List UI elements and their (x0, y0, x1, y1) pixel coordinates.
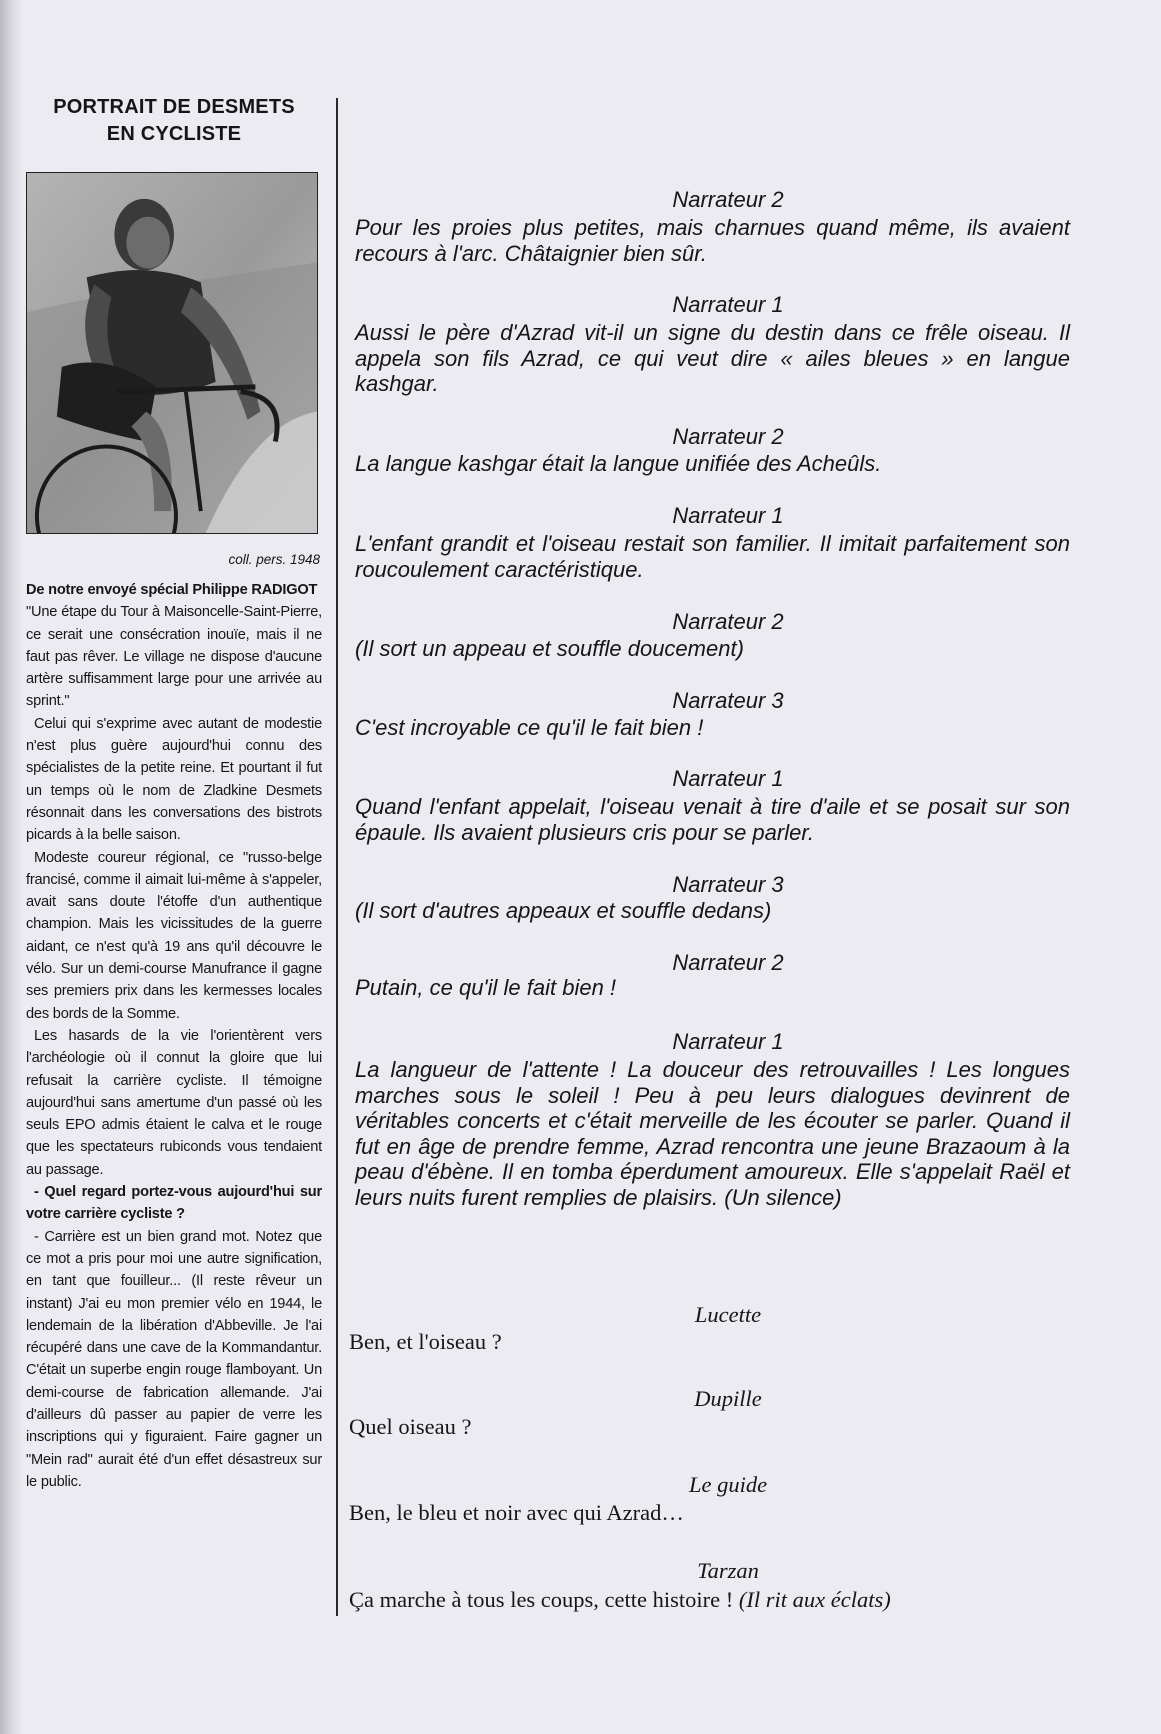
speaker-6: Narrateur 3 (672, 688, 784, 713)
script-line-3: La langue kashgar était la langue unifiée des Acheûls. (355, 451, 882, 476)
speaker-5: Narrateur 2 (672, 609, 784, 634)
script-line-14 (349, 1587, 1064, 1613)
photo-credit: coll. pers. 1948 (228, 552, 320, 567)
speaker-14: Tarzan (697, 1558, 759, 1583)
sidebar-title-line1: PORTRAIT DE DESMETS (53, 96, 295, 118)
article-paragraph-2: Celui qui s'exprime avec autant de modestie n'est plus guère aujourd'hui connu des spécialistes de la petite reine. Et pourtant il fut un temps où le nom de Zladkine Desmets résonnait dans les conversations des bistrots picards à la belle saison. (26, 715, 322, 844)
script-line-9: Putain, ce qu'il le fait bien ! (355, 975, 617, 1000)
script-line-1: Pour les proies plus petites, mais charnues quand même, ils avaient recours à l'arc. Châtaignier bien sûr. (355, 215, 1070, 266)
script-line-14-text: Ça marche à tous les coups, cette histoire ! (349, 1587, 734, 1612)
article-byline: De notre envoyé spécial Philippe RADIGOT (26, 582, 318, 598)
speaker-1: Narrateur 2 (672, 187, 784, 212)
speaker-3: Narrateur 2 (672, 424, 784, 449)
script-line-10: La langueur de l'attente ! La douceur des retrouvailles ! Les longues marches sous le soleil ! Peu à peu leurs dialogues devinrent de véritables concerts et c'était merveille de les écouter se parler. Quand il fut en âge de prendre femme, Azrad rencontra une jeune Brazaoum à la peau d'ébène. Il en tomba éperdument amoureux. Elle s'appelait Raël et leurs nuits furent remplies de plaisirs. (Un silence) (355, 1057, 1070, 1210)
script-line-8: (Il sort d'autres appeaux et souffle dedans) (355, 898, 772, 923)
interview-answer: - Carrière est un bien grand mot. Notez que ce mot a pris pour moi une autre signification, en tant que fouilleur... (Il reste rêveur un instant) J'ai eu mon premier vélo en 1944, le lendemain de la libération d'Abbeville. Je l'ai récupéré dans une cave de la Kommandantur. C'était un superbe engin rouge flamboyant. Un demi-course de fabrication allemande. J'ai d'ailleurs dû passer au papier de verre les inscriptions qui y figuraient. Faire gagner un "Mein rad" aurait été d'un effet désastreux sur le public. (26, 1228, 322, 1490)
article-paragraph-4: Les hasards de la vie l'orientèrent vers l'archéologie où il connut la gloire que lui refusait la carrière cycliste. Il témoigne aujourd'hui sans amertume d'un passé où les seuls EPO admis étaient le calva et le rouge que les spectateurs rubiconds vous tendaient au passage. (26, 1027, 322, 1178)
script-line-4: L'enfant grandit et l'oiseau restait son familier. Il imitait parfaitement son roucoulement caractéristique. (355, 531, 1070, 582)
article-paragraph-3: Modeste coureur régional, ce "russo-belge francisé, comme il aimait lui-même à s'appeler, avait sans doute l'étoffe d'un authentique champion. Mais les vicissitudes de la guerre aidant, ce n'est qu'à 19 ans qu'il découvre le vélo. Sur un demi-course Manufrance il gagne ses premiers prix dans les kermesses locales des bords de la Somme. (26, 849, 322, 1022)
speaker-8: Narrateur 3 (672, 872, 784, 897)
speaker-10: Narrateur 1 (672, 1029, 784, 1054)
speaker-13: Le guide (688, 1472, 768, 1497)
script-line-12: Quel oiseau ? (349, 1414, 472, 1439)
script-line-11: Ben, et l'oiseau ? (349, 1329, 502, 1354)
script-line-7: Quand l'enfant appelait, l'oiseau venait à tire d'aile et se posait sur son épaule. Ils avaient plusieurs cris pour se parler. (355, 794, 1070, 845)
script-line-6: C'est incroyable ce qu'il le fait bien ! (355, 715, 704, 740)
script-line-14-stage: (Il rit aux éclats) (738, 1587, 891, 1612)
speaker-4: Narrateur 1 (672, 503, 784, 528)
speaker-7: Narrateur 1 (672, 766, 784, 791)
sidebar-title-line2: EN CYCLISTE (106, 123, 242, 145)
script-line-2: Aussi le père d'Azrad vit-il un signe du destin dans ce frêle oiseau. Il appela son fils Azrad, ce qui veut dire « ailes bleues » en langue kashgar. (355, 320, 1070, 396)
speaker-2: Narrateur 1 (672, 292, 784, 317)
article-paragraph-1: "Une étape du Tour à Maisoncelle-Saint-Pierre, ce serait une consécration inouïe, mais il ne faut pas rêver. Le village ne dispose d'aucune artère suffisamment large pour une arrivée au sprint." (26, 604, 322, 710)
speaker-11: Lucette (694, 1302, 762, 1327)
script-line-13: Ben, le bleu et noir avec qui Azrad… (349, 1500, 684, 1525)
interview-question: - Quel regard portez-vous aujourd'hui sur votre carrière cycliste ? (26, 1184, 322, 1223)
script-line-5: (Il sort un appeau et souffle doucement) (355, 636, 744, 661)
speaker-9: Narrateur 2 (672, 950, 784, 975)
speaker-12: Dupille (694, 1386, 762, 1411)
